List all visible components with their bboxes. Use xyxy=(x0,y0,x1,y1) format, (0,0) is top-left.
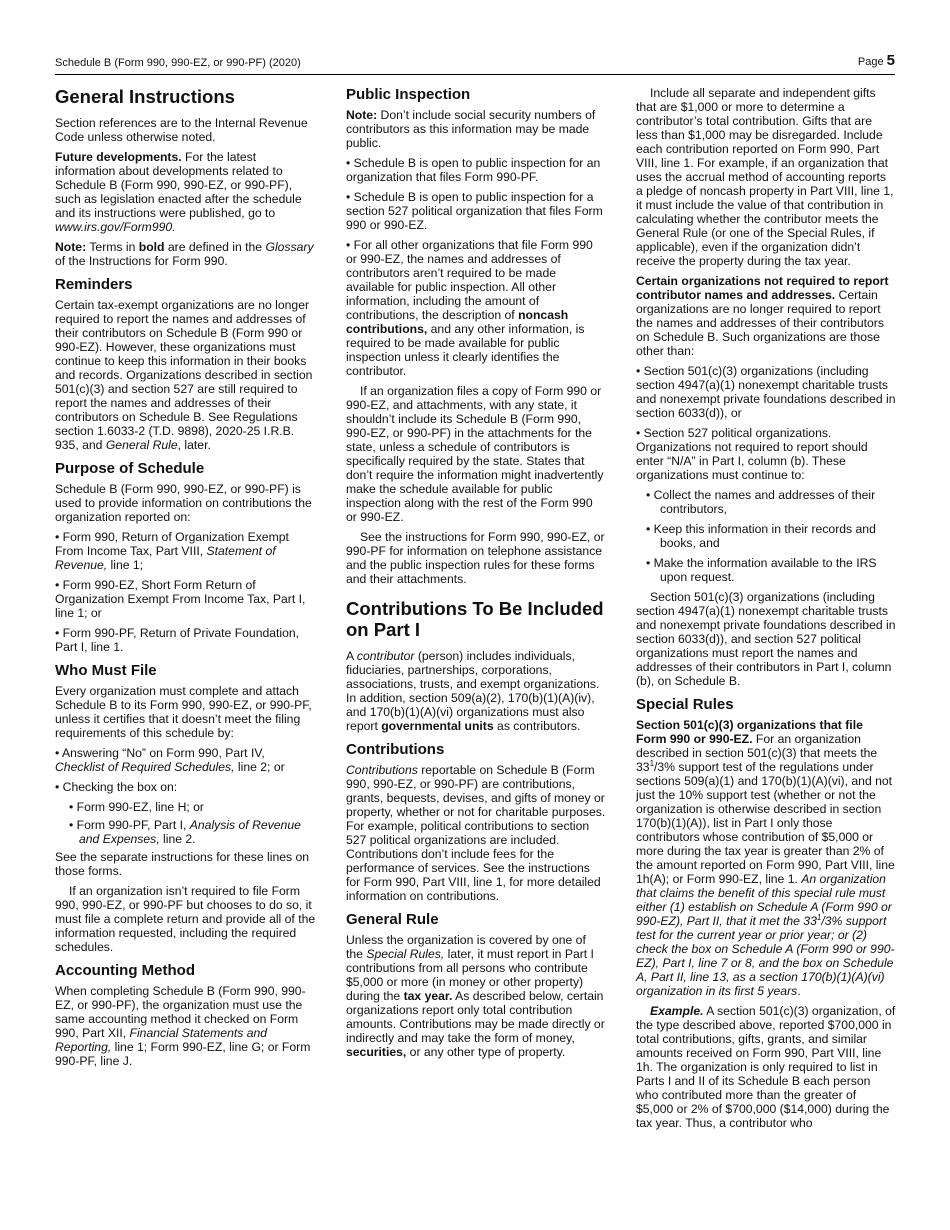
accounting-paragraph: When completing Schedule B (Form 990, 990-EZ, or 990-PF), the organization must use the same accounting method it checked on Form 990, Part XII, Financial Statements and Reporting, line 1; Form 990-EZ, line G; or Form 990-PF, line J. xyxy=(55,984,311,1068)
page-number-label xyxy=(858,52,895,69)
pi-note: Note: Don’t include social security numbers of contributors as this information may be made public. xyxy=(346,108,596,150)
who-see-paragraph: See the separate instructions for these lines on those forms. xyxy=(55,850,310,878)
future-developments-paragraph: Future developments. For the latest information about developments related to Schedule B (Form 990, 990-EZ, or 990-PF), such as legislation enacted after the schedule and its instructions were published, go to www.irs.gov/Form990. xyxy=(55,150,302,234)
who-bullet-answering: • Answering “No” on Form 990, Part IV, Checklist of Required Schedules, line 2; or xyxy=(55,746,285,774)
pi-see-paragraph: See the instructions for Form 990, 990-EZ, or 990-PF for information on telephone assistance and the public inspection rules for these forms and their attachments. xyxy=(346,530,605,586)
general-rule-paragraph: Unless the organization is covered by one of the Special Rules, later, it must report in Part I contributions from all persons who contribute $5,000 or more (in money or other property) during the tax year. As described below, certain organizations report only total contribution amounts. Contributions may be made directly or indirectly and may take the form of money, securities, or any other type of property. xyxy=(346,933,605,1059)
pi-bullet-527: • Schedule B is open to public inspection for a section 527 political organization that files Form 990 or 990-EZ. xyxy=(346,190,603,232)
continue-bullet-collect: • Collect the names and addresses of their contributors, xyxy=(646,488,876,516)
reminders-paragraph: Certain tax-exempt organizations are no longer required to report the names and addresses of their contributors on Schedule B (Form 990 or 990-EZ). However, these organizations must continue to keep this information in their books and records. Organizations described in section 501(c)(3) and section 527 are still required to report the names and addresses of their contributors on Schedule B. See Regulations section 1.6033-2 (T.D. 9898), 2020-25 I.R.B. 935, and General Rule, later. xyxy=(55,298,313,452)
pi-bullet-other: • For all other organizations that file Form 990 or 990-EZ, the names and addresses of contributors aren’t required to be made available for public inspection. All other information, including the amount of contributions, the description of noncash contributions, and any other information, is required to be made available for public inspection unless it clearly identifies the contributor. xyxy=(346,238,593,378)
purpose-heading: Purpose of Schedule xyxy=(55,460,205,477)
reminders-heading: Reminders xyxy=(55,276,133,293)
example-paragraph: Example. A section 501(c)(3) organization, of the type described above, reported $700,000 in total contributions, gifts, grants, and similar amounts received on Form 990, Part VIII, line 1h. The organization is only required to list in Parts I and II of its Schedule B each person who contributed more than the greater of $5,000 or 2% of $700,000 ($14,000) during the tax year. Thus, a contributor who xyxy=(636,1004,896,1130)
column-3 xyxy=(636,86,896,1136)
general-rule-heading: General Rule xyxy=(346,911,439,928)
contributions-heading: Contributions xyxy=(346,741,445,758)
form-title: Schedule B (Form 990, 990-EZ, or 990-PF) (2020) xyxy=(55,57,301,69)
column-1 xyxy=(55,86,317,1074)
who-bullet-checking: • Checking the box on: xyxy=(55,780,178,794)
certain-bullet-527: • Section 527 political organizations. xyxy=(636,426,832,440)
purpose-bullet-990: • Form 990, Return of Organization Exempt From Income Tax, Part VIII, Statement of Revenue, line 1; xyxy=(55,530,289,572)
accounting-heading: Accounting Method xyxy=(55,962,195,979)
irs-url-link[interactable]: www.irs.gov/Form990. xyxy=(55,220,176,234)
public-inspection-heading: Public Inspection xyxy=(346,86,471,103)
who-subbullet-990ez: • Form 990-EZ, line H; or xyxy=(69,800,204,814)
include-gifts-paragraph: Include all separate and independent gifts that are $1,000 or more to determine a contributor’s total contribution. Gifts that are less than $1,000 may be disregarded. Include each contribution reported on Form 990, Part VIII, line 1. For example, if an organization that uses the accrual method of accounting reports a pledge of noncash property in Part VIII, line 1, it must include the value of that contribution in calculating whether the contributor meets the General Rule (or one of the Special Rules, if applicable), even if the organization didn’t receive the property during the tax year. xyxy=(636,86,894,268)
who-subbullet-990pf: • Form 990-PF, Part I, Analysis of Revenue and Expenses, line 2. xyxy=(69,818,301,846)
page-label: Page xyxy=(857,56,884,68)
contributions-part1-heading: Contributions To Be Included on Part I xyxy=(346,598,604,640)
certain-not-required: Organizations not required to report should enter “N/A” in Part I, column (b). These organizations must continue to: xyxy=(636,440,868,482)
special-rules-paragraph: Section 501(c)(3) organizations that file Form 990 or 990-EZ. For an organization described in section 501(c)(3) that meets the $33^1/3\%$ support test of the regulations under sections 509(a)(1) and 170(b)(1)(A)(vi), and not just the 10% support test (whether or not the organization is otherwise described in section 170(b)(1)(A)), list in Part I only those contributors whose contribution of $5,000 or more during the tax year is greater than 2% of the amount reported on Form 990, Part VIII, line 1h(A); or Form 990-EZ, line 1. An organization that claims the benefit of this special rule must either (1) establish on Schedule A (Form 990 or 990-EZ), Part II, that it met the $33^1/3\%$ support test for the current year or prior year; or (2) check the box on Schedule A (Form 990 or 990-EZ), Part I, line 7 or 8, and the box on Schedule A, Part II, line 13, as a section 170(b)(1)(A)(vi) organization in its first 5 years. xyxy=(636,718,895,998)
page-header xyxy=(55,52,895,75)
certain-orgs-paragraph: Certain organizations not required to report contributor names and addresses. Certain organizations are no longer required to report the names and addresses of their contributors on Schedule B. Such organizations are those other than: xyxy=(636,274,889,358)
contributor-definition: A contributor (person) includes individuals, fiduciaries, partnerships, corporations, associations, trusts, and exempt organizations. In addition, section 509(a)(2), 170(b)(1)(A)(iv), and 170(b)(1)(A)(vi) organizations must also report governmental units as contributors. xyxy=(346,649,600,733)
purpose-bullet-990ez: • Form 990-EZ, Short Form Return of Organization Exempt From Income Tax, Part I, line 1; or xyxy=(55,578,306,620)
certain-bullet-501c3: • Section 501(c)(3) organizations (including section 4947(a)(1) nonexempt charitable trusts and nonexempt private foundations described in section 6033(d)), or xyxy=(636,364,896,420)
general-instructions-heading: General Instructions xyxy=(55,86,235,107)
who-if-paragraph: If an organization isn’t required to file Form 990, 990-EZ, or 990-PF but chooses to do so, it must file a complete return and provide all of the information requested, including the required schedules. xyxy=(55,884,316,954)
continue-bullet-keep: • Keep this information in their records and books, and xyxy=(646,522,876,550)
who-must-file-heading: Who Must File xyxy=(55,662,157,679)
column-2 xyxy=(346,86,606,1065)
pi-copy-paragraph: If an organization files a copy of Form 990 or 990-EZ, and attachments, with any state, it shouldn’t include its Schedule B (Form 990, 990-EZ, or 990-PF) in the attachments for the state, unless a schedule of contributors is specifically required by the state. States that don’t require the information might inadvertently make the schedule available for public inspection along with the rest of the Form 990 or 990-EZ. xyxy=(346,384,604,524)
pi-bullet-990pf: • Schedule B is open to public inspection for an organization that files Form 990-PF. xyxy=(346,156,601,184)
who-must-file-intro: Every organization must complete and attach Schedule B to its Form 990, 990-EZ, or 990-PF, unless it certifies that it doesn’t meet the filing requirements of this schedule by: xyxy=(55,684,312,740)
contributions-paragraph: Contributions reportable on Schedule B (Form 990, 990-EZ, or 990-PF) are contributions, grants, bequests, devises, and gifts of money or property, whether or not for charitable purposes. For example, political contributions to section 527 political organizations are included. Contributions don’t include fees for the performance of services. See the instructions for Form 990, Part VIII, line 1, for more detailed information on contributions. xyxy=(346,763,606,903)
section-501c3-paragraph: Section 501(c)(3) organizations (including section 4947(a)(1) nonexempt charitable trusts and nonexempt private foundations described in section 6033(d)), and section 527 political organizations must report the names and addresses of their contributors in Part I, column (b), on Schedule B. xyxy=(636,590,896,688)
intro-paragraph: Section references are to the Internal Revenue Code unless otherwise noted. xyxy=(55,116,308,144)
purpose-bullet-990pf: • Form 990-PF, Return of Private Foundation, Part I, line 1. xyxy=(55,626,300,654)
page-number: 5 xyxy=(886,52,895,69)
special-rules-heading: Special Rules xyxy=(636,696,734,713)
purpose-intro: Schedule B (Form 990, 990-EZ, or 990-PF) is used to provide information on contributions the organization reported on: xyxy=(55,482,312,524)
note-paragraph: Note: Terms in bold are defined in the Glossary of the Instructions for Form 990. xyxy=(55,240,314,268)
continue-bullet-make: • Make the information available to the IRS upon request. xyxy=(646,556,877,584)
